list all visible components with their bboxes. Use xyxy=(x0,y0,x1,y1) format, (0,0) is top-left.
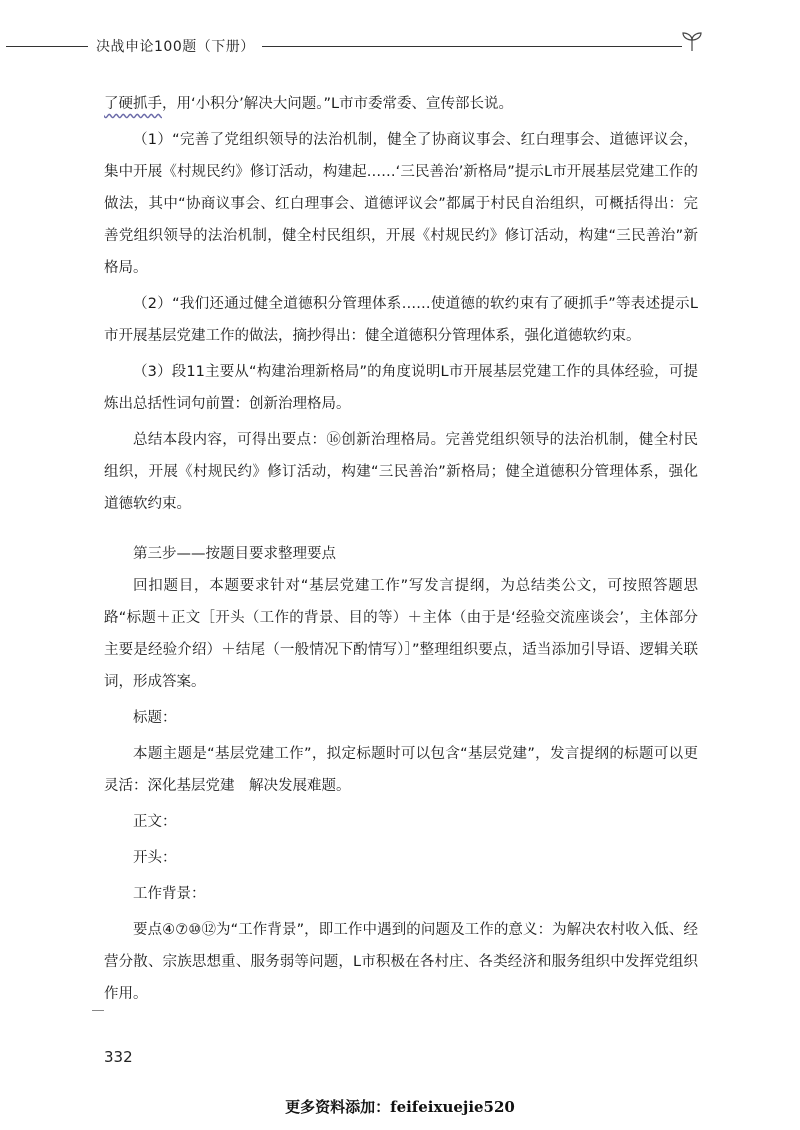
book-title: 决战申论100题（下册） xyxy=(96,39,255,55)
paragraph-2: （2）“我们还通过健全道德积分管理体系……使道德的软约束有了硬抓手”等表述提示L市开展基层党建工作的做法，摘抄得出：健全道德积分管理体系，强化道德软约束。 xyxy=(104,296,698,344)
paragraph-summary: 总结本段内容，可得出要点：⑯创新治理格局。完善党组织领导的法治机制，健全村民组织，开展《村规民约》修订活动，构建“三民善治”新格局；健全道德积分管理体系，强化道德软约束。 xyxy=(104,432,698,512)
running-header xyxy=(0,30,800,60)
label-body: 正文： xyxy=(133,814,177,830)
continued-line xyxy=(104,88,698,120)
continued-text: ，用‘小积分’解决大问题。”L市市委常委、宣传部长说。 xyxy=(162,96,514,112)
header-rule-left xyxy=(6,46,88,47)
sprout-icon xyxy=(680,30,704,52)
label-opening: 开头： xyxy=(133,850,177,866)
margin-mark xyxy=(92,1010,104,1011)
paragraph-6: 本题主题是“基层党建工作”，拟定标题时可以包含“基层党建”，发言提纲的标题可以更灵活：深化基层党建 解决发展难题。 xyxy=(104,746,698,794)
label-background: 工作背景： xyxy=(133,886,206,902)
underlined-phrase: 了硬抓手 xyxy=(104,96,162,112)
page-number: 332 xyxy=(104,1048,133,1066)
paragraph-5: 回扣题目，本题要求针对“基层党建工作”写发言提纲，为总结类公文，可按照答题思路“标题＋正文［开头（工作的背景、目的等）＋主体（由于是‘经验交流座谈会’，主体部分主要是经验介绍）＋结尾（一般情况下酌情写）］”整理组织要点，适当添加引导语、逻辑关联词，形成答案。 xyxy=(104,578,698,690)
footer-note: 更多资料添加：feifeixuejie520 xyxy=(285,1098,515,1116)
header-rule-right xyxy=(262,46,682,47)
page-body xyxy=(104,88,698,1010)
step3-heading: 第三步——按题目要求整理要点 xyxy=(133,546,336,562)
label-title: 标题： xyxy=(133,710,177,726)
paragraph-7: 要点④⑦⑩⑫为“工作背景”，即工作中遇到的问题及工作的意义：为解决农村收入低、经营分散、宗族思想重、服务弱等问题，L市积极在各村庄、各类经济和服务组织中发挥党组织作用。 xyxy=(104,922,698,1002)
paragraph-1: （1）“完善了党组织领导的法治机制，健全了协商议事会、红白理事会、道德评议会，集中开展《村规民约》修订活动，构建起……‘三民善治’新格局”提示L市开展基层党建工作的做法，其中“协商议事会、红白理事会、道德评议会”都属于村民自治组织，可概括得出：完善党组织领导的法治机制，健全村民组织，开展《村规民约》修订活动，构建“三民善治”新格局。 xyxy=(104,132,698,276)
paragraph-3: （3）段11主要从“构建治理新格局”的角度说明L市开展基层党建工作的具体经验，可提炼出总括性词句前置：创新治理格局。 xyxy=(104,364,698,412)
